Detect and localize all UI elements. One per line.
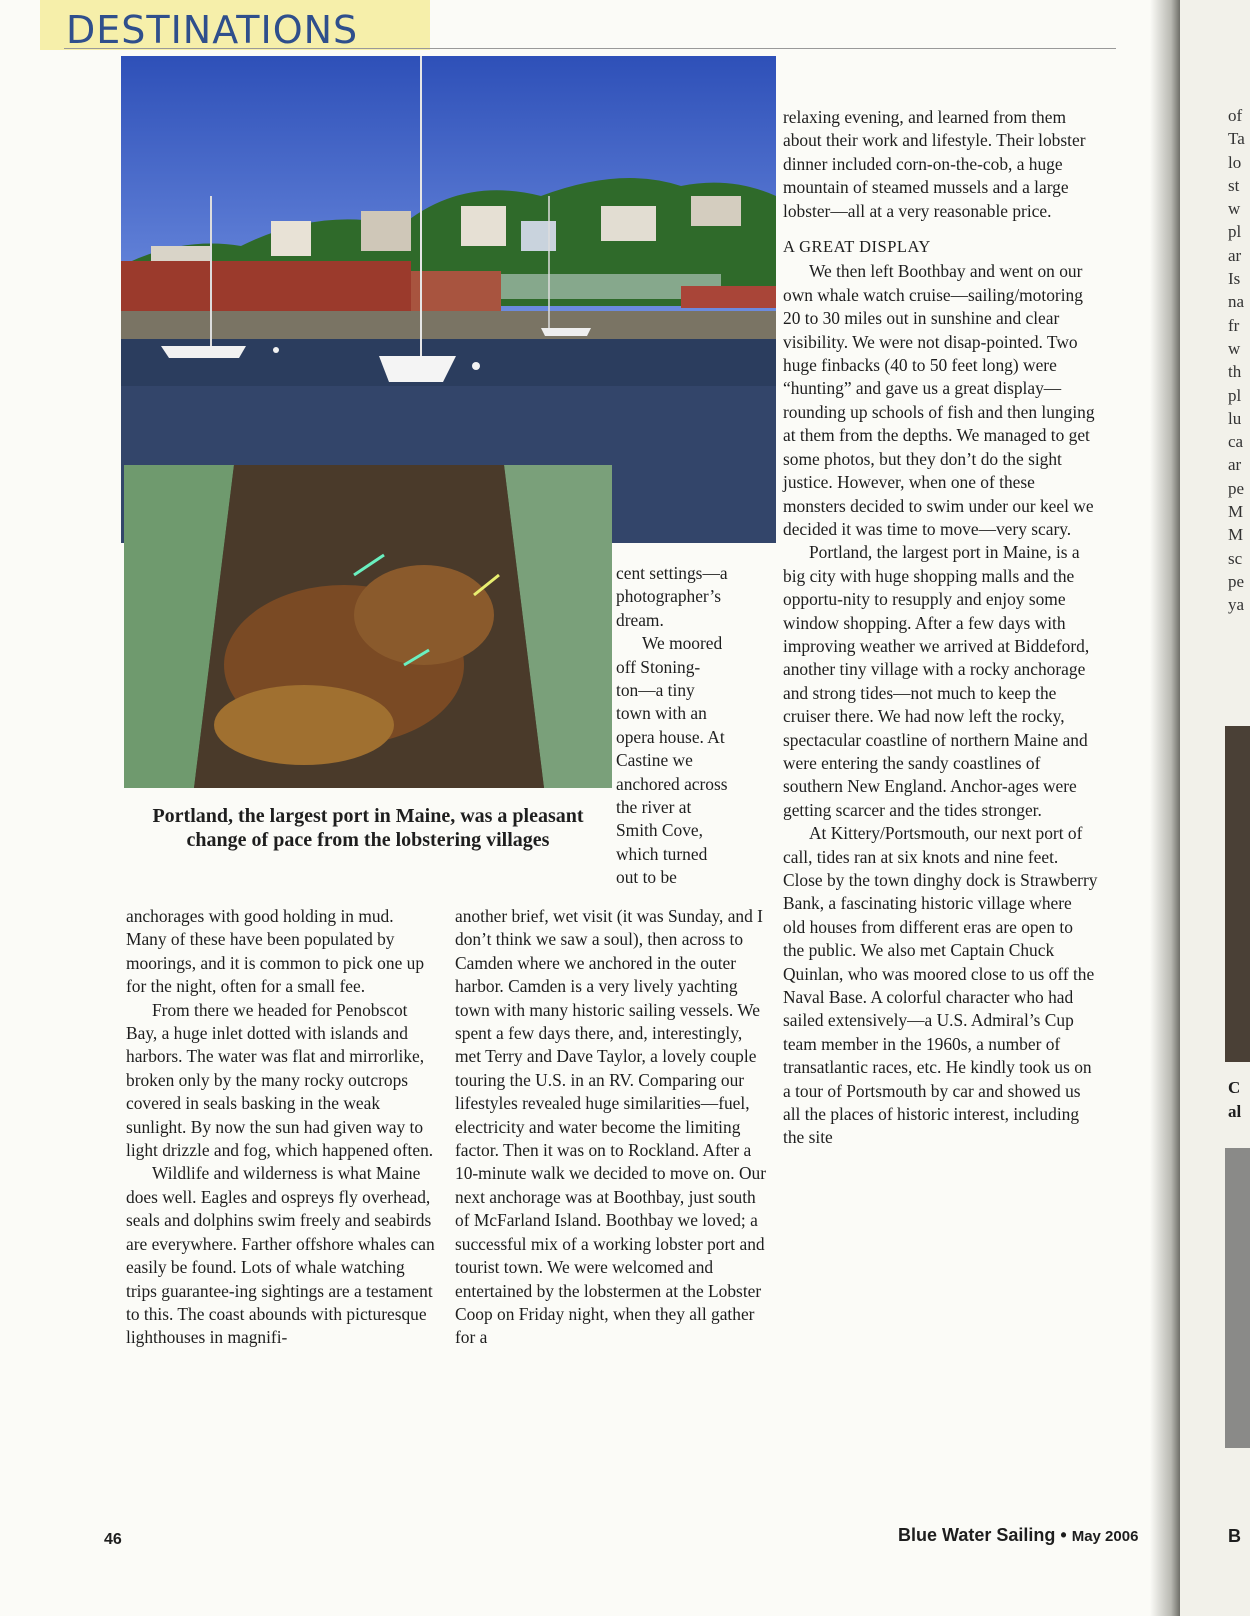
facing-page-photo (1225, 726, 1250, 1062)
column-mid-top (616, 562, 766, 890)
facing-fragment: of (1228, 106, 1243, 125)
facing-fragment: ar (1228, 455, 1242, 475)
column-left (126, 905, 438, 1350)
facing-fragment: pl (1228, 222, 1242, 242)
col-mid-top-line-8: opera house. At (616, 726, 725, 747)
col-mid-top-line-7: town with an (616, 703, 707, 724)
photo-caption: Portland, the largest port in Maine, was a pleasant change of pace from the lobstering villages (152, 805, 584, 851)
facing-fragment: pe (1228, 571, 1245, 591)
magazine-footer (898, 1525, 1138, 1546)
page-number: 46 (104, 1531, 122, 1548)
facing-fragment: sc (1228, 548, 1243, 568)
facing-fragment: ya (1228, 595, 1245, 615)
col-mid-top-line-12: Smith Cove, (616, 820, 703, 841)
issue-date: May 2006 (1071, 1528, 1139, 1545)
facing-page-caption (1228, 1076, 1241, 1124)
facing-fragment: pe (1228, 478, 1245, 498)
header-rule (64, 48, 1116, 49)
col-right-para-3: Portland, the largest port in Maine, is a big city with huge shopping malls and the opportu-nity to resupply and enjoy some window shopping. After a few days with improving weather we arrived at Biddeford, another tiny village with a rocky anchorage and strong tides—not much to keep the cruiser there. We had now left the rocky, spectacular coastline of northern Maine and were entering the sandy coastlines of southern New England. Anchor-ages were getting scarcer and the tides stronger. (783, 542, 1090, 820)
col-left-para-3: Wildlife and wilderness is what Maine does well. Eagles and ospreys fly overhead, seals and dolphins swim freely and seabirds are everywhere. Farther offshore whales can easily be found. Lots of whale watching trips guarantee-ing sightings are a testament to this. The coast abounds with picturesque lighthouses in magnifi- (126, 1163, 435, 1348)
magazine-name: Blue Water Sailing (898, 1525, 1056, 1545)
col-mid-top-line-10: anchored across (616, 773, 728, 794)
facing-fragment: lu (1228, 408, 1242, 428)
facing-fragment: lo (1228, 152, 1242, 172)
col-right-para-4: At Kittery/Portsmouth, our next port of call, tides ran at six knots and nine feet. Close by the town dinghy dock is Strawberry Bank, a fascinating historic village where old houses from different eras are open to the public. We also met Captain Chuck Quinlan, who was moored close to us off the Naval Base. A colorful character who had sailed extensively—a U.S. Admiral’s Cup team member in the 1960s, a number of transatlantic races, etc. He kindly took us on a tour of Portsmouth by car and showed us all the places of historic interest, including the site (783, 823, 1098, 1148)
col-left-para-1: anchorages with good holding in mud. Many of these have been populated by moorings, and it is common to pick one up for the night, often for a small fee. (126, 906, 425, 997)
col-mid-top-line-2: photographer’s (616, 586, 721, 607)
facing-fragment: w (1228, 199, 1241, 219)
facing-page-edge (1180, 0, 1250, 1616)
col-mid-top-line-9: Castine we (616, 750, 693, 771)
col-mid-top-line-1: cent settings—a (616, 563, 728, 583)
lobster-illustration (124, 465, 612, 788)
facing-page-text (1228, 104, 1245, 617)
lobster-crate-photo (124, 465, 612, 788)
page-spine-shadow (1150, 0, 1180, 1616)
facing-fragment: th (1228, 362, 1242, 382)
col-mid-top-line-4: We moored (642, 633, 723, 654)
col-mid-top-line-5: off Stoning- (616, 656, 701, 677)
facing-fragment: M (1228, 502, 1244, 522)
facing-fragment: na (1228, 292, 1245, 312)
col-right-para-2: We then left Boothbay and went on our own whale watch cruise—sailing/motoring 20 to 30 miles out in sunshine and clear visibility. We were not disap-pointed. Two huge finbacks (40 to 50 feet long) were “hunting” and gave us a great display—rounding up schools of fish and then lunging at them from the depths. We managed to get some photos, but they don’t do the sight justice. However, when one of these monsters decided to swim under our keel we decided it was time to move—very scary. (783, 261, 1095, 539)
column-right (783, 106, 1098, 1150)
facing-caption-fragment: C (1228, 1078, 1241, 1097)
facing-fragment: ar (1228, 245, 1242, 265)
col-left-para-2: From there we headed for Penobscot Bay, a huge inlet dotted with islands and harbors. The water was flat and mirrorlike, broken only by the many rocky outcrops covered in seals basking in the weak sunlight. By now the sun had given way to light drizzle and fog, which happened often. (126, 999, 434, 1161)
col-right-para-1: relaxing evening, and learned from them about their work and lifestyle. Their lobster dinner included corn-on-the-cob, a huge mountain of steamed mussels and a large lobster—all at a very reasonable price. (783, 107, 1086, 221)
section-title: DESTINATIONS (66, 8, 359, 52)
facing-fragment: Is (1228, 269, 1241, 289)
facing-fragment: w (1228, 338, 1241, 358)
facing-fragment: Ta (1228, 129, 1245, 149)
facing-fragment: ca (1228, 432, 1244, 452)
col-mid-top-line-13: which turned (616, 843, 708, 864)
facing-caption-fragment: al (1228, 1102, 1242, 1121)
facing-fragment: st (1228, 175, 1240, 195)
subhead-great-display: A GREAT DISPLAY (783, 237, 931, 257)
col-mid-top-line-11: the river at (616, 797, 692, 818)
facing-fragment: pl (1228, 385, 1242, 405)
facing-fragment: M (1228, 525, 1244, 545)
facing-fragment: fr (1228, 315, 1240, 335)
facing-page-footer: B (1228, 1526, 1241, 1546)
facing-page-photo-2 (1225, 1148, 1250, 1448)
column-mid (455, 905, 767, 1350)
col-mid-top-line-6: ton—a tiny (616, 680, 695, 701)
col-mid-para: another brief, wet visit (it was Sunday, and I don’t think we saw a soul), then across to Camden where we anchored in the outer harbor. Camden is a very lively yachting town with many historic sailing vessels. We spent a few days there, and, interestingly, met Terry and Dave Taylor, a lovely couple touring the U.S. in an RV. Comparing our lifestyles revealed huge similarities—fuel, electricity and water become the limiting factor. Then it was on to Rockland. After a 10-minute walk we decided to move on. Our next anchorage was at Boothbay, just south of McFarland Island. Boothbay we loved; a successful mix of a working lobster port and tourist town. We were welcomed and entertained by the lobstermen at the Lobster Coop on Friday night, when they all gather for a (455, 906, 767, 1348)
col-mid-top-line-14: out to be (616, 867, 677, 888)
col-mid-top-line-3: dream. (616, 609, 664, 630)
footer-separator: • (1060, 1525, 1067, 1545)
